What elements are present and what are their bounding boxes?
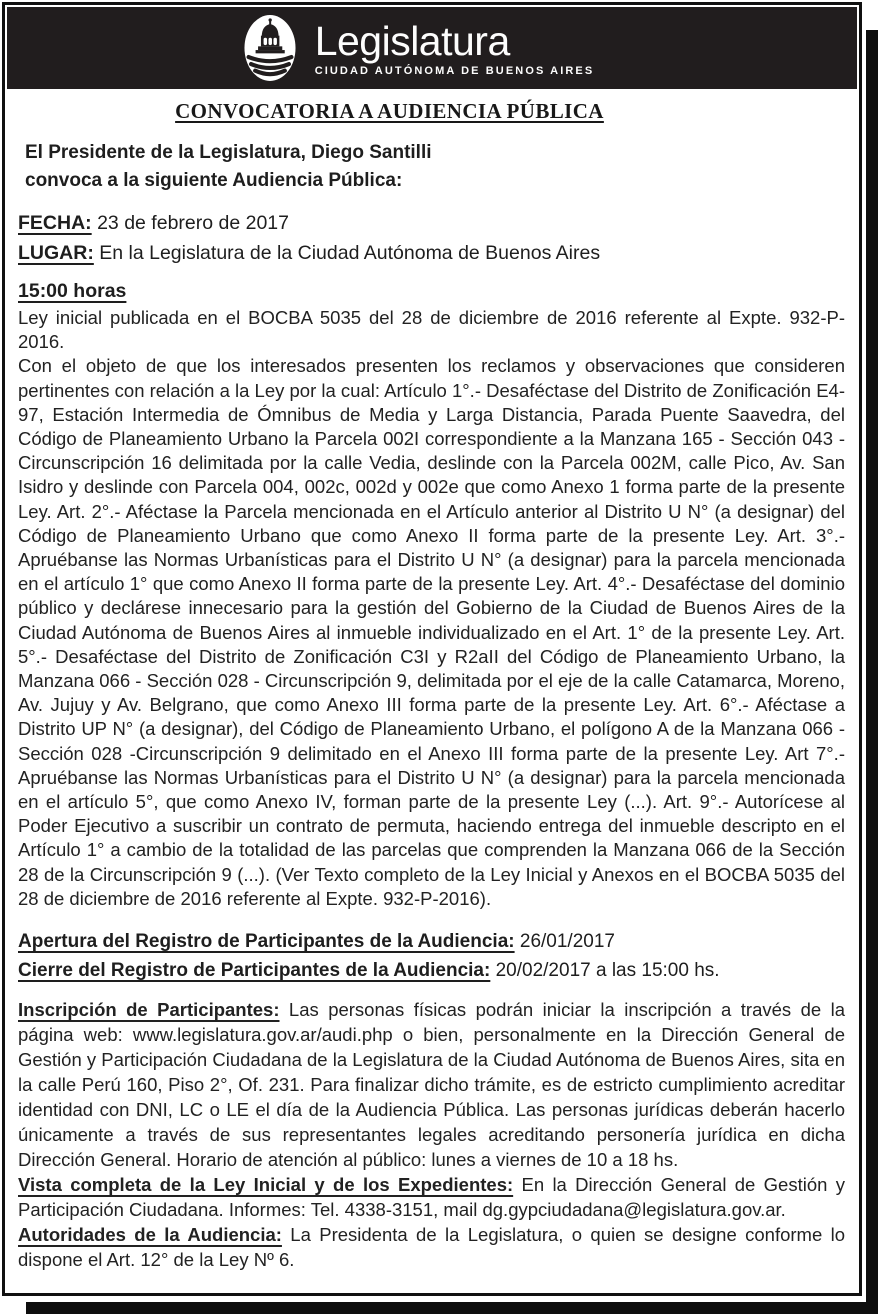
brand-text [314, 17, 595, 77]
brand-name: Legislatura [314, 17, 510, 64]
inscripcion-text: Las personas físicas podrán iniciar la inscripción a través de la página web: www.legislatura.gov.ar/audi.php o bien, personalmente en la Dirección General de Gestión y Participación Ciudadana de la Legislatura de la Ciudad Autónoma de Buenos Aires, sita en la calle Perú 160, Piso 2°, Of. 231. Para finalizar dicho trámite, es de estricto cumplimiento acreditar identidad con DNI, LC o LE el día de la Audiencia Pública. Las personas jurídicas deberán hacerlo únicamente a través de sus representantes legales acreditando personería jurídica en dicha Dirección General. Horario de atención al público: lunes a viernes de 10 a 18 hs. [18, 999, 846, 1171]
lugar-row [18, 238, 845, 268]
document-drop-shadow-bottom [26, 1302, 878, 1314]
cierre-label: Cierre del Registro de Participantes de la Audiencia: [18, 960, 491, 982]
document-frame [2, 2, 862, 1296]
cierre-value: 20/02/2017 a las 15:00 hs. [490, 960, 720, 982]
session-time: 15:00 horas [18, 280, 127, 302]
autoridades-label: Autoridades de la Audiencia: [18, 1224, 282, 1246]
apertura-label: Apertura del Registro de Participantes de la Audiencia: [18, 931, 515, 953]
legislatura-brand [242, 12, 595, 84]
cierre-row [18, 956, 845, 985]
lugar-value: En la Legislatura de la Ciudad Autónoma de Buenos Aires [93, 242, 601, 264]
apertura-row [18, 927, 845, 956]
intro-line-president: El Presidente de la Legislatura, Diego Santilli [25, 142, 432, 163]
inscripcion-label: Inscripción de Participantes: [18, 999, 280, 1021]
apertura-value: 26/01/2017 [514, 931, 615, 953]
vista-paragraph [18, 1172, 845, 1222]
legislatura-cupola-logo-icon [242, 12, 298, 84]
legislatura-header-band [7, 7, 857, 89]
session-block [18, 276, 845, 911]
intro-block [18, 139, 845, 195]
registro-block [18, 927, 845, 985]
schedule-block [18, 208, 845, 268]
brand-subtitle: CIUDAD AUTÓNOMA DE BUENOS AIRES [314, 64, 595, 77]
fecha-value: 23 de febrero de 2017 [91, 212, 289, 234]
fecha-row [18, 208, 845, 238]
fecha-label: FECHA: [18, 212, 92, 234]
lugar-label: LUGAR: [18, 242, 94, 264]
page-title: CONVOCATORIA A AUDIENCIA PÚBLICA [175, 99, 604, 123]
autoridades-text: La Presidenta de la Legislatura, o quien se designe conforme lo dispone el Art. 12° de la Ley Nº 6. [18, 1224, 846, 1271]
autoridades-paragraph [18, 1222, 845, 1272]
document-drop-shadow-right [866, 30, 878, 1314]
law-body-paragraph: Con el objeto de que los interesados presenten los reclamos y observaciones que consideren pertinentes con relación a la Ley por la cual: Artículo 1°.- Desaféctase del Distrito de Zonificación E4-97, Estación Intermedia de Ómnibus de Media y Larga Distancia, Parada Puente Saavedra, del Código de Planeamiento Urbano la Parcela 002I correspondiente a la Manzana 165 - Sección 043 - Circunscripción 16 delimitada por la calle Vedia, deslinde con la Parcela 002M, calle Pico, Av. San Isidro y deslinde con Parcela 004, 002c, 002d y 002e que como Anexo 1 forma parte de la presente Ley. Art. 2°.- Aféctase la Parcela mencionada en el Artículo anterior al Distrito U N° (a designar) del Código de Planeamiento Urbano que como Anexo II forma parte de la presente Ley. Art. 3°.- Apruébanse las Normas Urbanísticas para el Distrito U N° (a designar) para la parcela mencionada en el artículo 1° que como Anexo II forma parte de la presente Ley. Art. 4°.- Desaféctase del dominio público y declárese innecesario para la gestión del Gobierno de la Ciudad de Buenos Aires de la Ciudad Autónoma de Buenos Aires al inmueble individualizado en el Art. 1° de la presente Ley. Art. 5°.- Desaféctase del Distrito de Zonificación C3I y R2aII del Código de Planeamiento Urbano, la Manzana 066 - Sección 028 - Circunscripción 9, delimitada por el eje de la calle Catamarca, Moreno, Av. Jujuy y Av. Belgrano, que como Anexo III forma parte de la presente Ley. Art. 6°.- Aféctase a Distrito UP N° (a designar), del Código de Planeamiento Urbano, el polígono A de la Manzana 066 - Sección 028 -Circunscripción 9 delimitado en el Anexo III forma parte de la presente Ley. Art 7°.- Apruébanse las Normas Urbanísticas para el Distrito U N° (a designar) para la parcela mencionada en el artículo 5°, que como Anexo IV, forman parte de la presente Ley (...). Art. 9°.- Autorícese al Poder Ejecutivo a suscribir un contrato de permuta, haciendo entrega del inmueble descripto en el Artículo 1° a cambio de la totalidad de las parcelas que comprenden la Manzana 066 de la Sección 28 de la Circunscripción 9 (...). (Ver Texto completo de la Ley Inicial y Anexos en el BOCBA 5035 del 28 de diciembre de 2016 referente al Expte. 932-P-2016). [18, 355, 845, 909]
vista-label: Vista completa de la Ley Inicial y de los Expedientes: [18, 1174, 514, 1196]
law-intro-paragraph: Ley inicial publicada en el BOCBA 5035 del 28 de diciembre de 2016 referente al Expte. 932-P-2016. [18, 307, 845, 353]
notice-content [5, 99, 859, 1272]
intro-line-convocation: convoca a la siguiente Audiencia Pública: [25, 170, 403, 191]
vista-text: En la Dirección General de Gestión y Participación Ciudadana. Informes: Tel. 4338-3151, mail dg.gypciudadana@legislatura.gov.ar. [18, 1174, 845, 1221]
inscripcion-paragraph [18, 997, 845, 1172]
